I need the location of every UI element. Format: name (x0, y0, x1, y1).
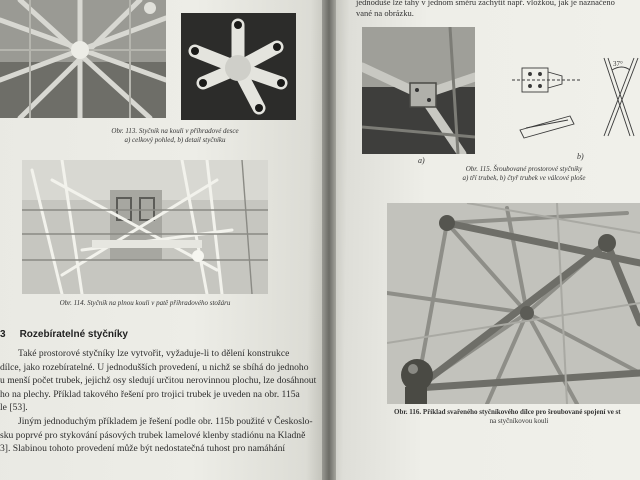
figure-115a-photo (362, 27, 475, 154)
body-line: Jiným jednoduchým příkladem je řešení podle obr. 115b použité v Českoslo- (18, 415, 313, 427)
left-body-text (0, 347, 318, 456)
caption-line: Obr. 114. Styčník na plnou kouli v patě příhradového stožáru (59, 299, 231, 307)
body-line: dílce, jako rozebíratelné. U jednodušších provedení, u nichž se sbíhá do jednoho (0, 361, 309, 373)
right-top-text (356, 0, 640, 19)
caption-line: a) tří trubek, b) čtyř trubek ve válcové ploše (462, 174, 586, 182)
caption-line: Obr. 113. Styčník na kouli v příhradové desce (111, 127, 239, 135)
figure-115-caption (434, 165, 614, 183)
figure-114-caption (20, 299, 270, 308)
caption-line: Obr. 115. Šroubované prostorové styčníky (465, 165, 583, 173)
body-line: jednoduše lze tahy v jednom směru zachytit např. vložkou, jak je naznačeno (356, 0, 615, 7)
body-line: le [53]. (0, 402, 28, 414)
figure-115b-label: b) (577, 152, 584, 161)
body-line: 3]. Slabinou tohoto provedení může být nedostatečná tuhost pro namáhání (0, 443, 286, 455)
body-line: ho na plechy. Příklad takového řešení pro trojici trubek je uveden na obr. 115a (0, 388, 300, 400)
figure-116-caption (394, 408, 640, 426)
figure-113-caption (60, 127, 290, 145)
figure-116-photo (387, 203, 640, 404)
angle-label: 37° (613, 60, 623, 68)
section-number: 3 (0, 329, 6, 340)
book-gutter (322, 0, 336, 480)
body-line: sku poprvé pro stykování pásových trubek lamelové klenby stadiónu na Kladně (0, 429, 306, 441)
figure-113b-photo (181, 13, 296, 120)
section-heading (0, 329, 128, 340)
caption-line: Obr. 116. Příklad svařeného styčníkového dílce pro šroubované spojení ve st (394, 408, 621, 416)
figure-114-photo (22, 160, 268, 294)
figure-113a-photo (0, 0, 166, 118)
body-line: u menší počet trubek, jejichž osy sledují určitou nerovinnou plochu, lze dosáhnout (0, 375, 317, 387)
body-line: Také prostorové styčníky lze vytvořit, vyžaduje-li to dělení konstrukce (18, 348, 290, 359)
body-line: vané na obrázku. (356, 8, 414, 18)
figure-115a-label: a) (418, 156, 425, 165)
caption-line: na styčníkovou kouli (489, 417, 549, 425)
section-title: Rozebíratelné styčníky (19, 329, 128, 340)
caption-line: a) celkový pohled, b) detail styčníku (124, 136, 226, 144)
